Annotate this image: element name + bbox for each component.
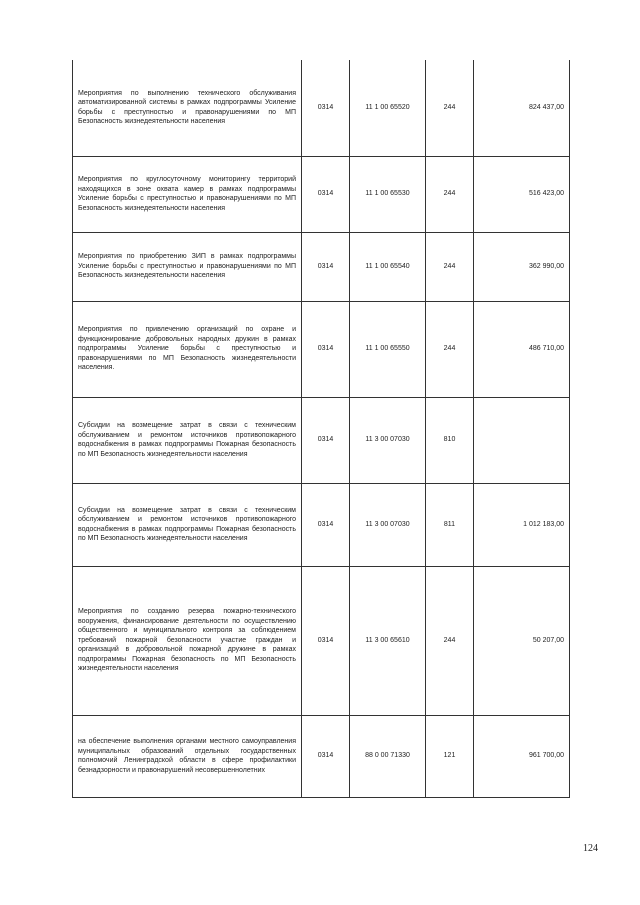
amount: 362 990,00 <box>474 232 570 301</box>
section-code: 0314 <box>302 715 350 797</box>
table-row <box>73 397 570 483</box>
table-row <box>73 301 570 397</box>
table-row <box>73 156 570 232</box>
table-row <box>73 60 570 156</box>
expense-name: на обеспечение выполнения органами местного самоуправления муниципальных образований отдельных государственных полномочий Ленинградской области в сфере профилактики безнадзорности и правонарушений несовершеннолетних <box>73 715 302 797</box>
section-code: 0314 <box>302 60 350 156</box>
expense-name: Субсидии на возмещение затрат в связи с техническим обслуживанием и ремонтом источников противопожарного водоснабжения в рамках подпрограммы Пожарная безопасность по МП Безопасность жизнедеятельности населения <box>73 397 302 483</box>
section-code: 0314 <box>302 397 350 483</box>
expense-name: Мероприятия по выполнению технического обслуживания автоматизированной системы в рамках подпрограммы Усиление борьбы с преступностью и правонарушениями по МП Безопасность жизнедеятельности населения <box>73 60 302 156</box>
table-row <box>73 232 570 301</box>
section-code: 0314 <box>302 483 350 566</box>
amount: 486 710,00 <box>474 301 570 397</box>
amount: 50 207,00 <box>474 566 570 715</box>
table-row <box>73 566 570 715</box>
target-article: 11 3 00 07030 <box>350 483 426 566</box>
target-article: 11 1 00 65540 <box>350 232 426 301</box>
target-article: 11 1 00 65550 <box>350 301 426 397</box>
target-article: 11 3 00 07030 <box>350 397 426 483</box>
expense-type: 244 <box>426 232 474 301</box>
expense-type: 244 <box>426 156 474 232</box>
expense-type: 244 <box>426 301 474 397</box>
amount: 824 437,00 <box>474 60 570 156</box>
target-article: 88 0 00 71330 <box>350 715 426 797</box>
expense-type: 810 <box>426 397 474 483</box>
target-article: 11 3 00 65610 <box>350 566 426 715</box>
expense-name: Субсидии на возмещение затрат в связи с техническим обслуживанием и ремонтом источников противопожарного водоснабжения в рамках подпрограммы Пожарная безопасность по МП Безопасность жизнедеятельности населения <box>73 483 302 566</box>
expense-type: 244 <box>426 60 474 156</box>
page-number: 124 <box>583 843 598 854</box>
expense-type: 121 <box>426 715 474 797</box>
amount <box>474 397 570 483</box>
table-row <box>73 483 570 566</box>
table-row <box>73 715 570 797</box>
expense-type: 811 <box>426 483 474 566</box>
budget-table <box>72 60 570 798</box>
amount: 961 700,00 <box>474 715 570 797</box>
target-article: 11 1 00 65520 <box>350 60 426 156</box>
section-code: 0314 <box>302 232 350 301</box>
target-article: 11 1 00 65530 <box>350 156 426 232</box>
expense-name: Мероприятия по круглосуточному мониторингу территорий находящихся в зоне охвата камер в рамках подпрограммы Усиление борьбы с преступностью и правонарушениями по МП Безопасность жизнедеятельности населения <box>73 156 302 232</box>
section-code: 0314 <box>302 301 350 397</box>
amount: 1 012 183,00 <box>474 483 570 566</box>
expense-type: 244 <box>426 566 474 715</box>
expense-name: Мероприятия по приобретению ЗИП в рамках подпрограммы Усиление борьбы с преступностью и правонарушениями по МП Безопасность жизнедеятельности населения <box>73 232 302 301</box>
section-code: 0314 <box>302 156 350 232</box>
expense-name: Мероприятия по созданию резерва пожарно-технического вооружения, финансирование деятельности по осуществлению общественного и муниципального контроля за соблюдением требований пожарной безопасности участие граждан и организаций в добровольной пожарной дружине в рамках подпрограммы Пожарная безопасность по МП Безопасность жизнедеятельности населения <box>73 566 302 715</box>
section-code: 0314 <box>302 566 350 715</box>
expense-name: Мероприятия по привлечению организаций по охране и функционирование добровольных народных дружин в рамках подпрограммы Усиление борьбы с преступностью и правонарушениями по МП Безопасность жизнедеятельности населения. <box>73 301 302 397</box>
amount: 516 423,00 <box>474 156 570 232</box>
